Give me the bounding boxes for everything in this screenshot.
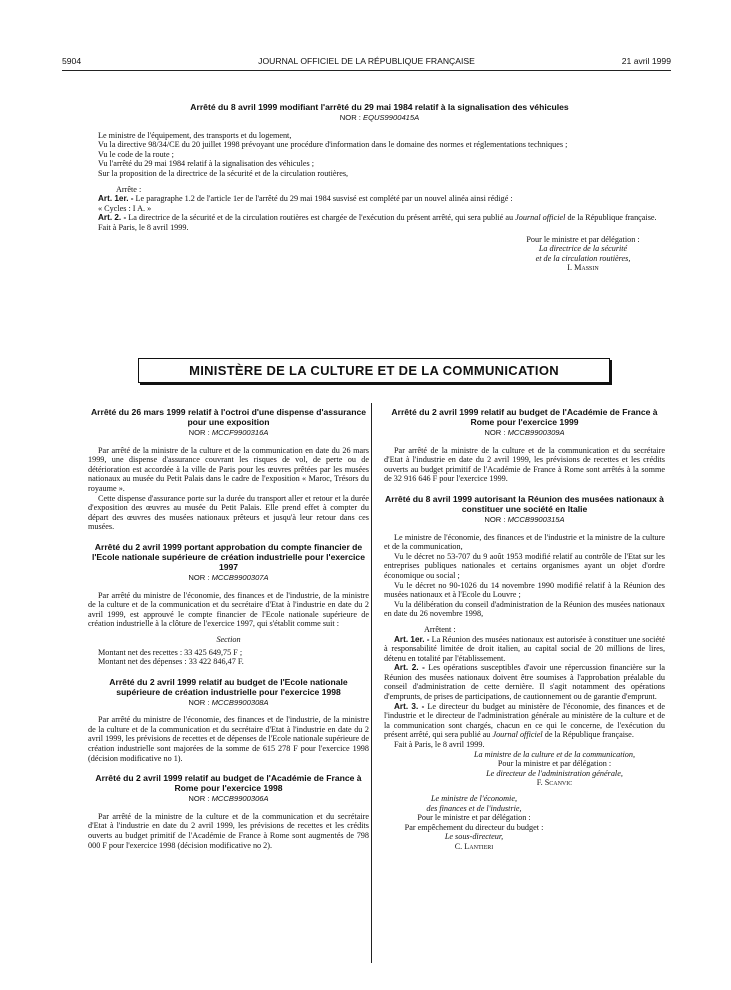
text-line: Vu la directive 98/34/CE du 20 juillet 1998 prévoyant une procédure d'information dans le domaine des normes et réglementations techniques ; <box>98 140 568 150</box>
fait-line: Fait à Paris, le 8 avril 1999. <box>98 222 189 232</box>
signature-block-culture: La ministre de la culture et de la communication, Pour la ministre et par délégation : Le directeur de l'administration générale, F. Scanvic <box>473 749 636 788</box>
nor-code: EQUS9900415A <box>363 113 420 122</box>
right-column: Arrêté du 2 avril 1999 relatif au budget de l'Académie de France à Rome pour l'exercice 1999 NOR : MCCB9900309A Par arrêté de la ministre de la culture et de la communication et du secrétaire d'Etat à l'industrie en date du 2 avril 1999, les prévisions de recettes et les crédits ouverts au budget primitif de l'Académie de France à Rome sont arrêtés à la somme de 32 916 646 F pour l'exercice 1999. Arrêté du 8 avril 1999 autorisant la Réunion des musées nationaux à constituer une société en Italie NOR : MCCB9900315A Le ministre de l'économie, des finances et de l'industrie et la ministre de la culture et de la communication, Vu le décret no 53-707 du 9 août 1953 modifié relatif au contrôle de l'Etat sur les entreprises publiques nationales et certains organismes ayant un objet d'ordre économique ou social ; Vu le décret no 90-1026 du 14 novembre 1990 modifié relatif à la Réunion des musées nationaux et à l'Ecole du Louvre ; Vu la délibération du conseil d'administration de la Réunion des musées nationaux en date du 26 novembre 1998, Arrêtent : Art. 1er. - La Réunion des musées nationaux est autorisée à constituer une société à responsabilité limitée de droit italien, au capital social de 20 millions de lires, détenu en totalité par l'établissement. Art. 2. - Les opérations susceptibles d'avoir une répercussion financière sur la Réunion des musées nationaux doivent être soumises à l'approbation préalable du conseil d'administration de cette dernière. Il s'agit notamment des opérations d'emprunts, de prises de participations, de cautionnement ou de garantie d'emprunt. Art. 3. - Le directeur du budget au ministère de l'économie, des finances et de l'industrie et le directeur de l'administration générale au ministère de la culture et de la communication sont chargés, chacun en ce qui le concerne, de l'exécution du présent arrêté, qui sera publié au Journal officiel de la République française. Fait à Paris, le 8 avril 1999. La ministre de la culture et de la communication, Pour la ministre et par délégation : Le directeur de l'administration générale, F. Scanvic Le ministre de l'économie, des finances et de l'industrie, Pour le ministre et par délégation : Par empêchement du directeur du budget : Le sous-directeur, C. Lantieri <box>384 407 666 851</box>
nor-line: NOR : MCCB9900308A <box>188 697 269 707</box>
article-1: Art. 1er. - La Réunion des musées nationaux est autorisée à constituer une société à responsabilité limitée de droit italien, au capital social de 20 millions de lires, détenu en totalité par l'établissement. <box>384 634 665 663</box>
header-rule <box>62 70 671 71</box>
article-2: Art. 2. - Les opérations susceptibles d'avoir une répercussion financière sur la Réunion des musées nationaux doivent être soumises à l'approbation préalable du conseil d'administration de cette dernière. Il s'agit notamment des opérations d'emprunts, de prises de participations, de cautionnement ou de garantie d'emprunt. <box>384 663 666 702</box>
arretent-label: Arrêtent : <box>424 624 456 634</box>
article-1: Art. 1er. - Le paragraphe 1.2 de l'article 1er de l'arrêté du 29 mai 1984 susvisé est complété par un nouvel alinéa ainsi rédigé : <box>98 194 513 204</box>
left-column: Arrêté du 26 mars 1999 relatif à l'octroi d'une dispense d'assurance pour une exposition NOR : MCCF9900316A Par arrêté de la ministre de la culture et de la communication en date du 26 mars 1999, une dispense d'assurance couvrant les risques de vol, de perte ou de détérioration est accordée à la ville de Paris pour les œuvres prêtées par les musées nationaux au musée du Petit Palais dans le cadre de l'exposition « Maroc, Trésors du royaume ». Cette dispense d'assurance porte sur la durée du transport aller et retour et la durée d'exposition des œuvres au musée du Petit Palais. Elle prend effet à compter du départ des œuvres des musées nationaux prêteurs et jusqu'à leur retour dans ces musées. Arrêté du 2 avril 1999 portant approbation du compte financier de l'Ecole nationale supérieure de création industrielle pour l'exercice 1997 NOR : MCCB9900307A Par arrêté du ministre de l'économie, des finances et de l'industrie, de la ministre de la culture et de la communication et du secrétaire d'Etat à l'industrie en date du 2 avril 1999, est approuvé le compte financier de l'Ecole nationale supérieure de création industrielle à la clôture de l'exercice 1997, qui s'établit comme suit : Section Montant net des recettes : 33 425 649,75 F ; Montant net des dépenses : 33 422 846,47 F. Arrêté du 2 avril 1999 relatif au budget de l'Ecole nationale supérieure de création industrielle pour l'exercice 1998 NOR : MCCB9900308A Par arrêté du ministre de l'économie, des finances et de l'industrie, de la ministre de la culture et de la communication et du secrétaire d'Etat à l'industrie en date du 2 avril 1999, les prévisions de recettes et de dépenses de l'Ecole nationale supérieure de création industrielle sont majorées de la somme de 615 278 F pour l'exercice 1998 (décision modificative no 1). Arrêté du 2 avril 1999 relatif au budget de l'Académie de France à Rome pour l'exercice 1998 NOR : MCCB9900306A Par arrêté de la ministre de la culture et de la communication et du secrétaire d'Etat à l'industrie en date du 2 avril 1999, les prévisions de recettes et les crédits ouverts au budget primitif de l'Académie de France à Rome sont augmentés de 798 000 F pour l'exercice 1998 (décision modificative no 2). <box>88 407 369 850</box>
column-divider <box>371 403 372 963</box>
article-3: Art. 3. - Le directeur du budget au ministère de l'économie, des finances et de l'industrie et le directeur de l'administration générale au ministère de la culture et de la communication sont chargés, chacun en ce qui le concerne, de l'exécution du présent arrêté, qui sera publié au Journal officiel de la République française. <box>384 701 665 740</box>
decree-signalisation <box>88 102 671 273</box>
journal-title: JOURNAL OFFICIEL DE LA RÉPUBLIQUE FRANÇAISE <box>258 56 475 66</box>
decree-title: Arrêté du 2 avril 1999 relatif au budget de l'Académie de France à Rome pour l'exercice 1998 <box>95 773 362 794</box>
signature-block-economie: Le ministre de l'économie, des finances et de l'industrie, Pour le ministre et par délégation : Par empêchement du directeur du budget : Le sous-directeur, C. Lantieri <box>404 794 544 851</box>
page-number: 5904 <box>62 56 82 66</box>
decree-title: Arrêté du 2 avril 1999 portant approbation du compte financier de l'Ecole nationale supérieure de création industrielle pour l'exercice 1997 <box>92 541 365 572</box>
nor-line: NOR : MCCB9900309A <box>484 428 565 437</box>
decree-title: Arrêté du 26 mars 1999 relatif à l'octroi d'une dispense d'assurance pour une exposition <box>90 407 367 427</box>
text-line: Le ministre de l'équipement, des transports et du logement, <box>98 130 292 140</box>
decree-title: Arrêté du 8 avril 1999 modifiant l'arrêté du 29 mai 1984 relatif à la signalisation des véhicules <box>190 102 569 112</box>
decree-title: Arrêté du 2 avril 1999 relatif au budget de l'Académie de France à Rome pour l'exercice 1999 <box>391 407 658 427</box>
arrete-label: Arrête : <box>116 184 142 194</box>
nor-line: NOR : MCCB9900306A <box>188 794 269 804</box>
section-label: Section <box>216 634 241 644</box>
nor-line: NOR : MCCF9900316A <box>188 428 269 437</box>
signature-block: Pour le ministre et par délégation : La directrice de la sécurité et de la circulation routières, I. Massin <box>526 234 640 273</box>
article-2: Art. 2. - La directrice de la sécurité et de la circulation routières est chargée de l'exécution du présent arrêté, qui sera publié au Journal officiel de la République française. <box>98 213 657 223</box>
nor-line: NOR : EQUS9900415A <box>339 113 420 122</box>
decree-title: Arrêté du 8 avril 1999 autorisant la Réunion des musées nationaux à constituer une société en Italie <box>385 493 664 514</box>
article-1-quote: « Cycles : I A. » <box>98 203 152 213</box>
fait-line: Fait à Paris, le 8 avril 1999. <box>394 740 485 750</box>
nor-line: NOR : MCCB9900307A <box>188 572 269 582</box>
text-line: Vu l'arrêté du 29 mai 1984 relatif à la signalisation des véhicules ; <box>98 159 315 169</box>
ministry-banner: MINISTÈRE DE LA CULTURE ET DE LA COMMUNICATION <box>138 358 610 383</box>
text-line: Vu le code de la route ; <box>98 149 174 159</box>
page-header <box>62 57 671 69</box>
decree-title: Arrêté du 2 avril 1999 relatif au budget de l'Ecole nationale supérieure de création industrielle pour l'exercice 1998 <box>109 676 348 697</box>
text-line: Sur la proposition de la directrice de la sécurité et de la circulation routières, <box>98 168 349 178</box>
nor-line: NOR : MCCB9900315A <box>484 514 565 524</box>
issue-date: 21 avril 1999 <box>621 56 671 66</box>
